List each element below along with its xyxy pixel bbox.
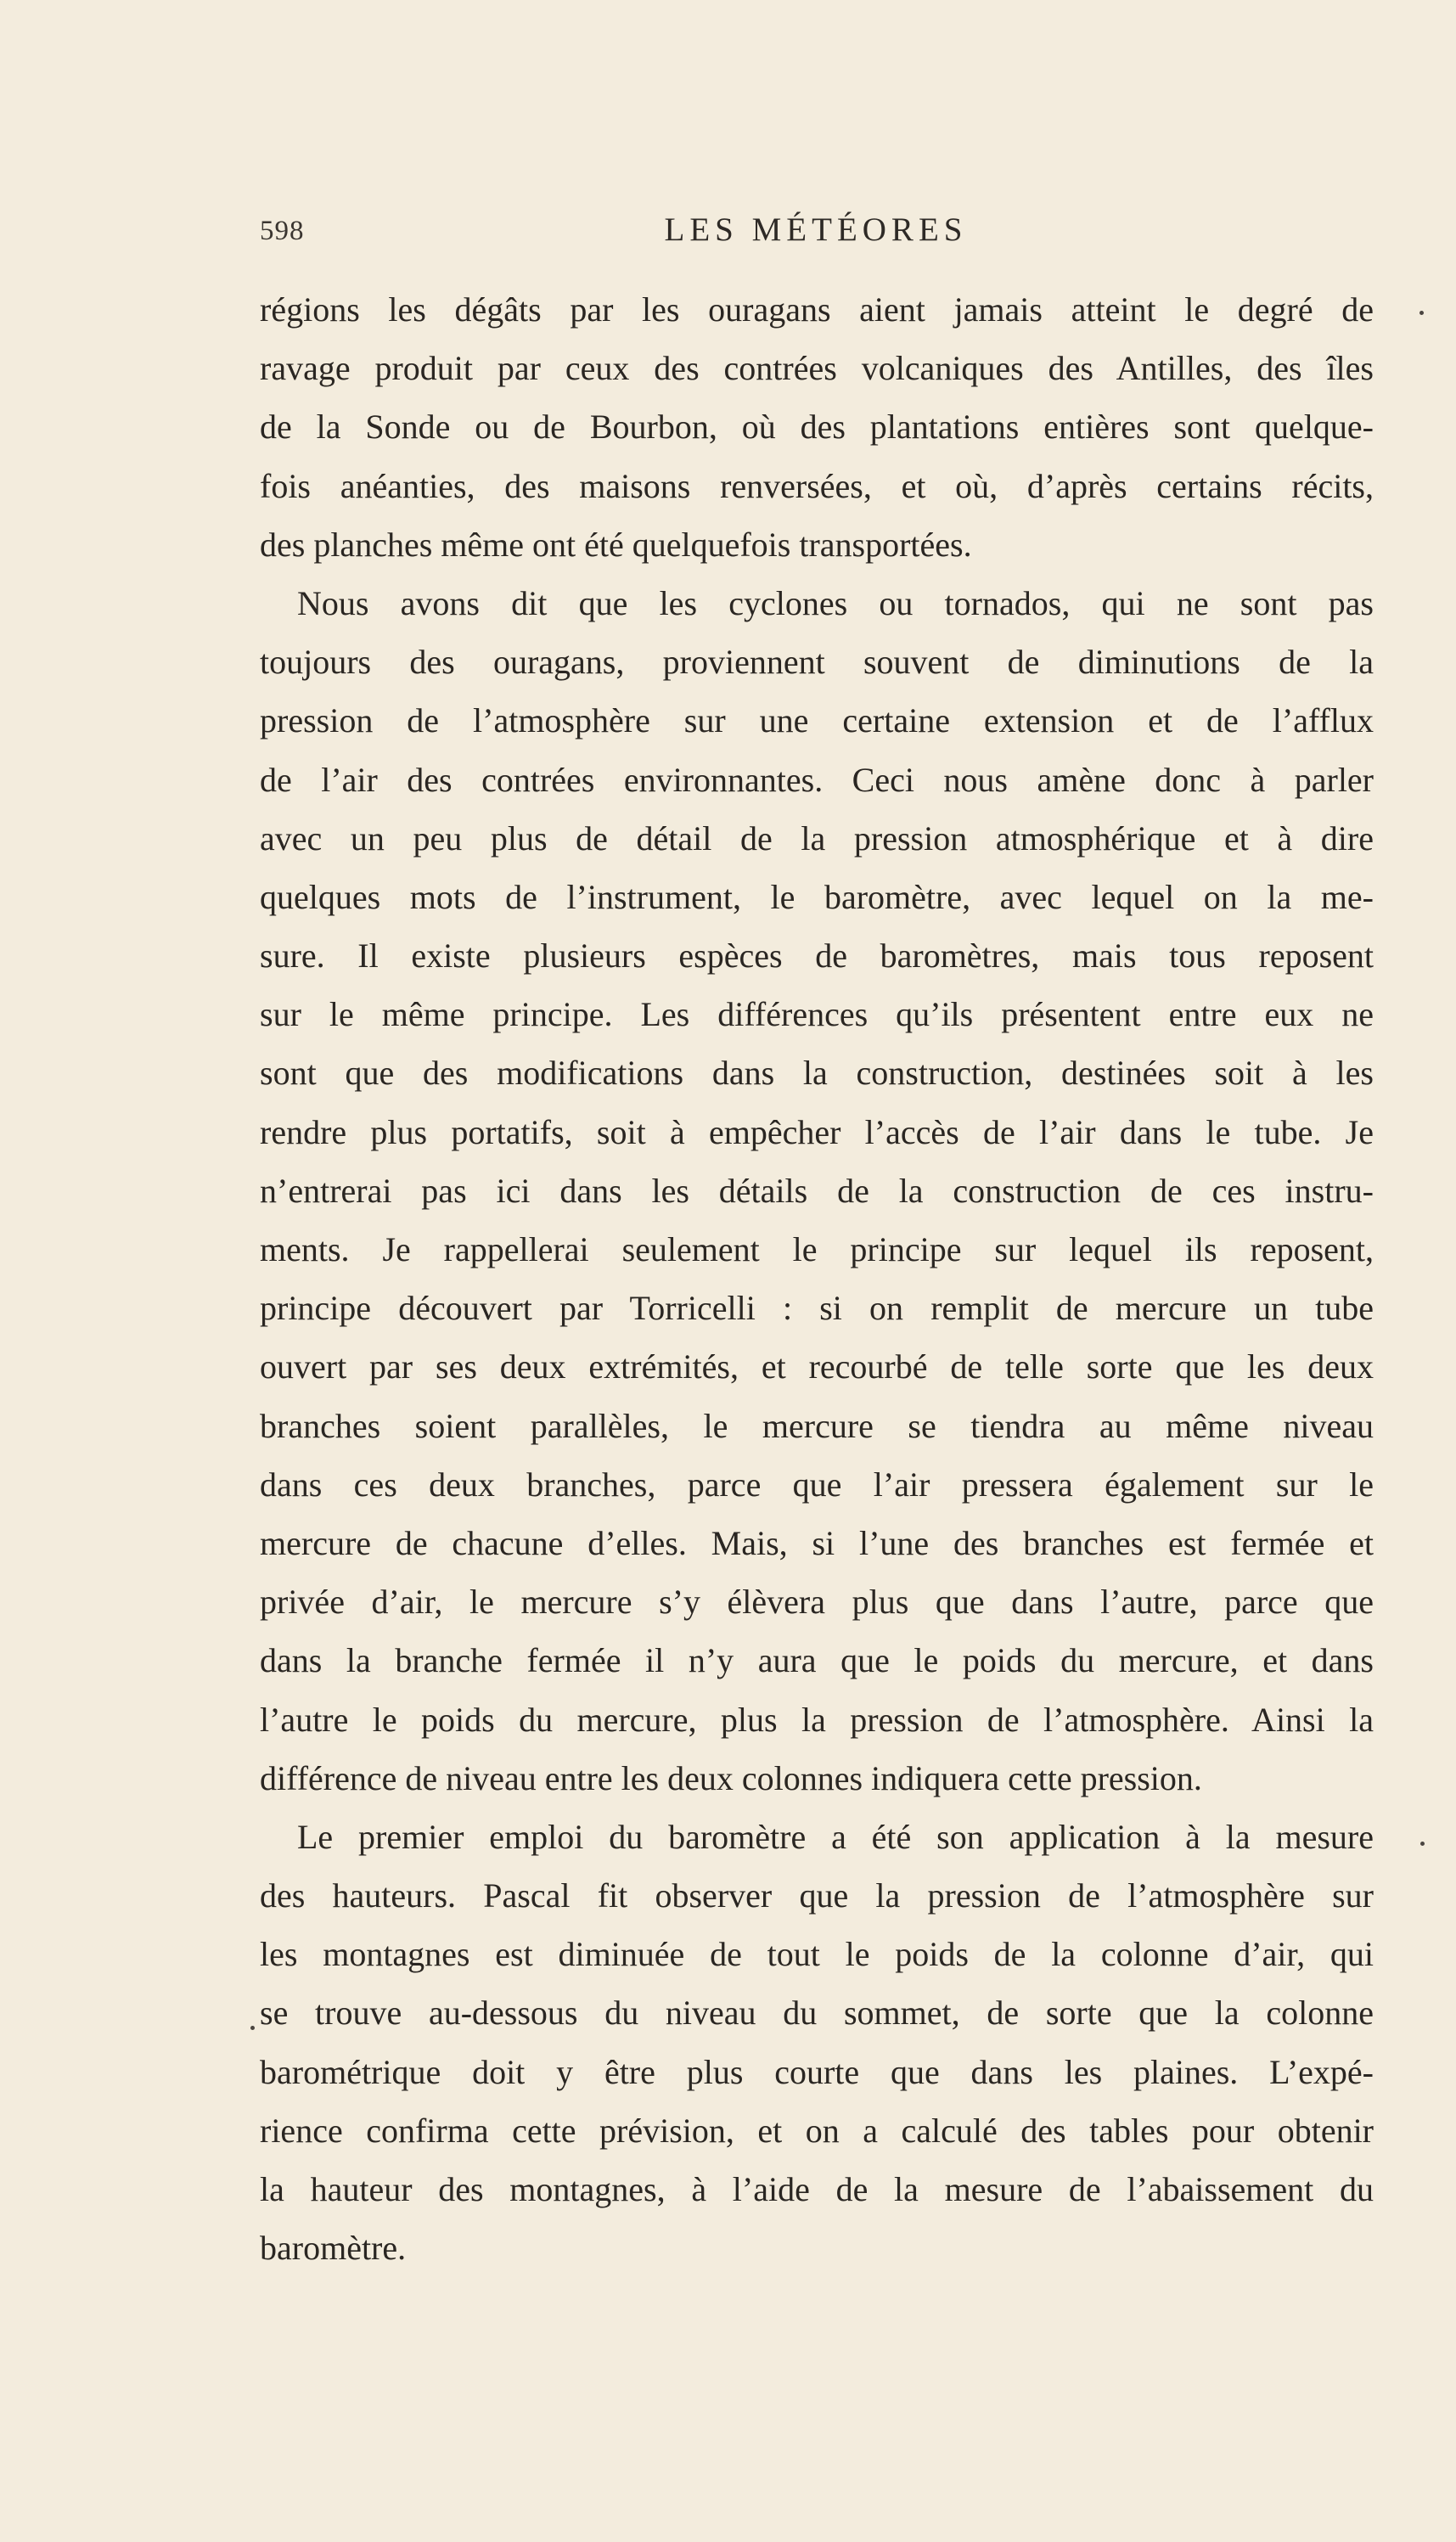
- page-header: [260, 211, 1372, 262]
- text-line: ravage produit par ceux des contrées volcaniques des Antilles, des îles: [260, 349, 1374, 388]
- text-line: ments. Je rappellerai seulement le principe sur lequel ils reposent,: [260, 1230, 1374, 1268]
- text-line: avec un peu plus de détail de la pression atmosphérique et à dire: [260, 818, 1374, 858]
- text-line: toujours des ouragans, proviennent souvent de diminutions de la: [260, 643, 1374, 682]
- print-speck: [1419, 311, 1424, 315]
- text-line: dans la branche fermée il n’y aura que le poids du mercure, et dans: [260, 1641, 1374, 1680]
- text-line: l’autre le poids du mercure, plus la pression de l’atmosphère. Ainsi la: [260, 1700, 1374, 1739]
- text-line: régions les dégâts par les ouragans aient jamais atteint le degré de: [260, 290, 1374, 329]
- paragraph-start-line: Nous avons dit que les cyclones ou tornados, qui ne sont pas: [297, 583, 1374, 622]
- text-line: pression de l’atmosphère sur une certaine extension et de l’afflux: [260, 701, 1374, 740]
- text-line: sure. Il existe plusieurs espèces de baromètres, mais tous reposent: [260, 936, 1374, 976]
- text-line: se trouve au-dessous du niveau du sommet, de sorte que la colonne: [260, 1994, 1374, 2033]
- text-line: privée d’air, le mercure s’y élèvera plus que dans l’autre, parce que: [260, 1583, 1374, 1622]
- text-line: de la Sonde ou de Bourbon, où des plantations entières sont quelque-: [260, 408, 1374, 447]
- body-text: [260, 280, 1374, 2277]
- print-speck: [250, 2026, 255, 2030]
- text-line: des hauteurs. Pascal fit observer que la pression de l’atmosphère sur: [260, 1876, 1374, 1915]
- text-line: dans ces deux branches, parce que l’air pressera également sur le: [260, 1465, 1374, 1504]
- text-line: principe découvert par Torricelli : si on remplit de mercure un tube: [260, 1289, 1374, 1328]
- text-line: n’entrerai pas ici dans les détails de la construction de ces instru-: [260, 1171, 1374, 1210]
- text-line: rendre plus portatifs, soit à empêcher l’accès de l’air dans le tube. Je: [260, 1112, 1374, 1151]
- text-line: ouvert par ses deux extrémités, et recourbé de telle sorte que les deux: [260, 1347, 1374, 1386]
- text-line: sur le même principe. Les différences qu’ils présentent entre eux ne: [260, 995, 1374, 1034]
- text-line: mercure de chacune d’elles. Mais, si l’une des branches est fermée et: [260, 1523, 1374, 1562]
- text-line: des planches même ont été quelquefois transportées.: [260, 525, 972, 564]
- running-title: LES MÉTÉORES: [664, 211, 968, 248]
- text-line: baromètre.: [260, 2229, 407, 2268]
- text-line: quelques mots de l’instrument, le baromètre, avec lequel on la me-: [260, 877, 1374, 916]
- page-number: 598: [260, 216, 305, 246]
- text-line: fois anéanties, des maisons renversées, et où, d’après certains récits,: [260, 466, 1374, 505]
- text-line: de l’air des contrées environnantes. Ceci nous amène donc à parler: [260, 760, 1374, 799]
- text-line: la hauteur des montagnes, à l’aide de la mesure de l’abaissement du: [260, 2170, 1374, 2208]
- paragraph-start-line: Le premier emploi du baromètre a été son application à la mesure: [297, 1817, 1374, 1856]
- text-line: sont que des modifications dans la construction, destinées soit à les: [260, 1054, 1374, 1093]
- print-speck: [1420, 1842, 1425, 1846]
- text-line: rience confirma cette prévision, et on a calculé des tables pour obtenir: [260, 2111, 1374, 2150]
- text-line: barométrique doit y être plus courte que dans les plaines. L’expé-: [260, 2052, 1374, 2091]
- text-line: branches soient parallèles, le mercure se tiendra au même niveau: [260, 1406, 1374, 1445]
- text-line: les montagnes est diminuée de tout le poids de la colonne d’air, qui: [260, 1935, 1374, 1974]
- text-line: différence de niveau entre les deux colonnes indiquera cette pression.: [260, 1758, 1202, 1797]
